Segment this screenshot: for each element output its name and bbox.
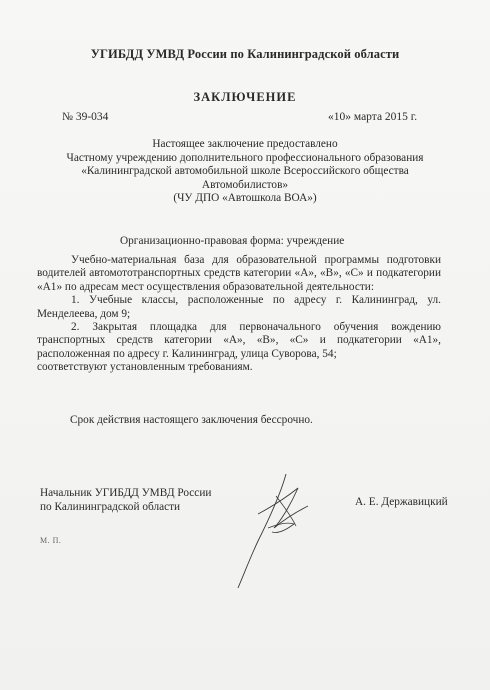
stamp-place-mark: М. П. [40,536,62,545]
document-date: «10» марта 2015 г. [328,111,418,123]
validity-statement: Срок действия настоящего заключения бессрочно. [70,414,313,426]
paragraph: Учебно-материальная база для образовательной программы подготовки водителей автомототранспортных средств категории «А», «В», «С» и подкатегории «А1» по адресам мест осуществления образовательной деятельности: [37,254,441,293]
handwritten-signature [228,466,318,591]
signatory-title-line: по Калининградской области [40,501,181,513]
signatory-title-line: Начальник УГИБДД УМВД России [40,487,212,499]
document-title: ЗАКЛЮЧЕНИЕ [193,90,297,104]
signatory-name: А. Е. Державицкий [355,496,448,508]
paragraph: соответствуют установленным требованиям. [37,361,253,374]
legal-form: Организационно-правовая форма: учреждение [120,235,345,247]
signatory-title [40,486,211,514]
intro-line: Частному учреждению дополнительного профессионального образования [66,151,424,164]
body-text [37,254,441,375]
issuing-authority-header: УГИБДД УМВД России по Калининградской области [90,47,400,61]
paragraph: 2. Закрытая площадка для первоначального обучения вождению транспортных средств категории «А», «В», «С» и подкатегории «А1», расположенная по адресу г. Калининград, улица Суворова, 54; [37,321,441,360]
paragraph: 1. Учебные классы, расположенные по адресу г. Калининград, ул. Менделеева, дом 9; [37,294,441,320]
document-number: № 39-034 [62,111,109,123]
recipient-block [0,138,490,206]
intro-line: Настоящее заключение предоставлено [152,138,338,150]
intro-line: «Калининградской автомобильной школе Всероссийского общества [81,165,409,177]
intro-line: (ЧУ ДПО «Автошкола ВОА») [173,192,317,204]
intro-line: Автомобилистов» [201,178,289,191]
